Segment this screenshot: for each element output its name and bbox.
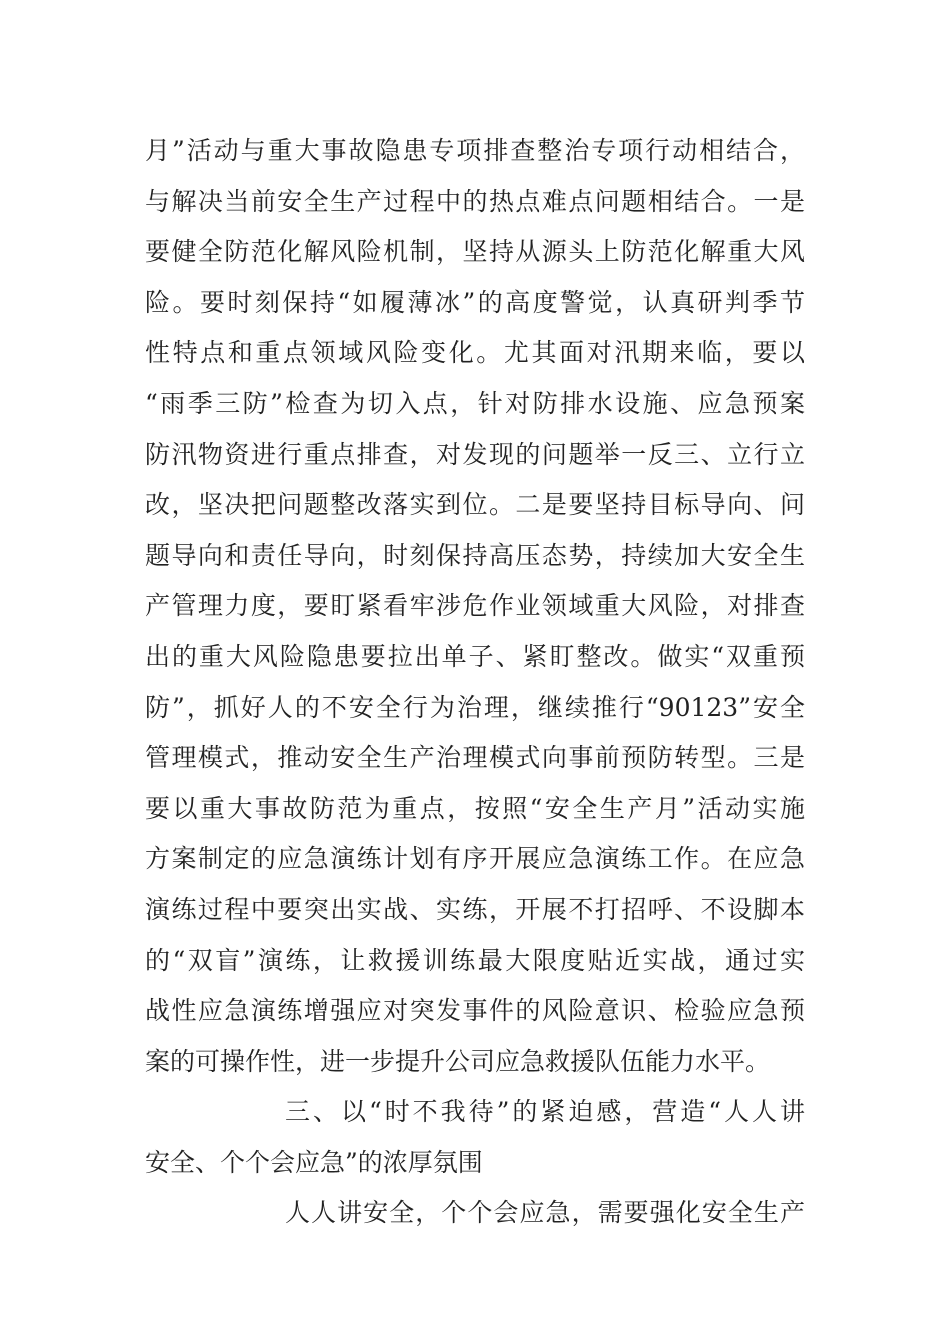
paragraph-line: 方案制定的应急演练计划有序开展应急演练工作。在应急 <box>145 844 805 874</box>
heading-line: 安全、个个会应急”的浓厚氛围 <box>145 1147 483 1177</box>
paragraph-line: “雨季三防”检查为切入点，针对防排水设施、应急预案 <box>145 388 805 418</box>
paragraph-line: 改，坚决把问题整改落实到位。二是要坚持目标导向、问 <box>145 490 805 520</box>
next-paragraph <box>145 1188 805 1239</box>
heading-line: 三、以“时不我待”的紧迫感，营造“人人讲 <box>285 1097 805 1127</box>
paragraph-line: 月”活动与重大事故隐患专项排查整治专项行动相结合， <box>145 136 805 165</box>
paragraph-line: 要以重大事故防范为重点，按照“安全生产月”活动实施 <box>145 793 805 823</box>
body-paragraph <box>145 126 805 1087</box>
paragraph-line: 的“双盲”演练，让救援训练最大限度贴近实战，通过实 <box>145 945 805 975</box>
document-text-block <box>145 126 805 1239</box>
section-heading <box>145 1087 805 1188</box>
paragraph-line: 管理模式，推动安全生产治理模式向事前预防转型。三是 <box>145 743 805 773</box>
paragraph-line: 性特点和重点领域风险变化。尤其面对汛期来临，要以 <box>145 338 805 368</box>
paragraph-line: 案的可操作性，进一步提升公司应急救援队伍能力水平。 <box>145 1046 771 1076</box>
paragraph-line: 险。要时刻保持“如履薄冰”的高度警觉，认真研判季节 <box>145 287 805 317</box>
paragraph-line: 防”，抓好人的不安全行为治理，继续推行“90123”安全 <box>145 692 805 722</box>
paragraph-line: 题导向和责任导向，时刻保持高压态势，持续加大安全生 <box>145 540 805 570</box>
paragraph-line: 人人讲安全，个个会应急，需要强化安全生产 <box>285 1198 805 1228</box>
paragraph-line: 战性应急演练增强应对突发事件的风险意识、检验应急预 <box>145 996 805 1026</box>
paragraph-line: 出的重大风险隐患要拉出单子、紧盯整改。做实“双重预 <box>145 641 805 671</box>
paragraph-line: 与解决当前安全生产过程中的热点难点问题相结合。一是 <box>145 186 805 216</box>
paragraph-line: 演练过程中要突出实战、实练，开展不打招呼、不设脚本 <box>145 894 805 924</box>
paragraph-line: 产管理力度，要盯紧看牢涉危作业领域重大风险，对排查 <box>145 591 805 621</box>
paragraph-line: 要健全防范化解风险机制，坚持从源头上防范化解重大风 <box>145 237 805 267</box>
paragraph-line: 防汛物资进行重点排查，对发现的问题举一反三、立行立 <box>145 439 805 469</box>
